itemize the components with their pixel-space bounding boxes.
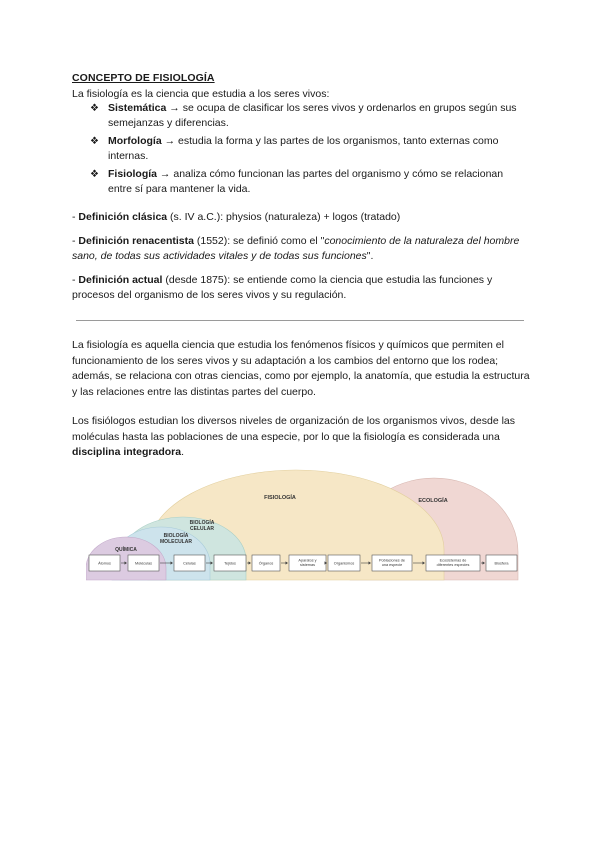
level-label: Tejidos	[224, 561, 236, 566]
level-label: Ecosistemas de diferentes especies	[436, 558, 470, 567]
paragraph-fisiologia: La fisiología es aquella ciencia que estudia los fenómenos físicos y químicos que permiten el funcionamiento de los seres vivos y su adaptación a los cambios del entorno que los rodea; además, se relaciona con otras ciencias, como por ejemplo, la anatomía, que estudia la estructura y las relaciones entre las distintas partes del cuerpo.	[72, 339, 530, 398]
level-label: Moléculas	[134, 561, 153, 566]
ecologia-label: ECOLOGÍA	[418, 498, 448, 504]
level-label: Órganos	[258, 561, 274, 566]
diamond-bullet-icon: ❖	[90, 169, 99, 180]
horizontal-divider	[76, 320, 524, 321]
diamond-bullet-icon: ❖	[90, 103, 99, 114]
level-label: Organismos	[333, 561, 355, 566]
diamond-bullet-icon: ❖	[90, 136, 99, 147]
definition-clasica: - Definición clásica (s. IV a.C.): physios (naturaleza) + logos (tratado)	[72, 211, 401, 223]
biologia-celular-label: BIOLOGÍA CELULAR	[189, 520, 215, 532]
levels-diagram	[86, 462, 526, 587]
bullet-item: ❖ Sistemática → se ocupa de clasificar los seres vivos y ordenarlos en grupos según sus semejanzas y diferencias.	[90, 102, 517, 129]
definition-actual: - Definición actual (desde 1875): se entiende como la ciencia que estudia las funciones y procesos del organismo de los seres vivos y su regulación.	[72, 273, 493, 301]
page-title: CONCEPTO DE FISIOLOGÍA	[72, 72, 215, 84]
intro-text: La fisiología es la ciencia que estudia a los seres vivos:	[72, 88, 330, 100]
fisiologia-label: FISIOLOGÍA	[264, 495, 296, 501]
definitions	[72, 210, 532, 312]
bullet-item: ❖ Fisiología → analiza cómo funcionan las partes del organismo y cómo se relacionan entre sí para mantener la vida.	[90, 168, 504, 195]
bullet-item: ❖ Morfología → estudia la forma y las partes de los organismos, tanto externas como internas.	[90, 135, 499, 162]
quimica-label: QUÍMICA	[115, 547, 137, 553]
level-label: Átomos	[98, 561, 111, 566]
level-label: Poblaciones de una especie	[379, 558, 405, 567]
paragraph-niveles: Los fisiólogos estudian los diversos niveles de organización de los organismos vivos, desde las moléculas hasta las poblaciones de una especie, por lo que la fisiología es considerada una disciplina integradora.	[72, 415, 515, 458]
biologia-molecular-label: BIOLOGÍA MOLECULAR	[160, 533, 192, 545]
levels-row	[89, 555, 517, 571]
definition-renacentista: - Definición renacentista (1552): se definió como el "conocimiento de la naturaleza del hombre sano, de todas sus actividades vitales y de todas sus funciones".	[72, 234, 520, 262]
level-label: Aparatos y sistemas	[298, 558, 317, 567]
bullet-list	[88, 101, 528, 200]
level-label: Biosfera	[494, 561, 509, 566]
level-label: Células	[183, 561, 196, 566]
